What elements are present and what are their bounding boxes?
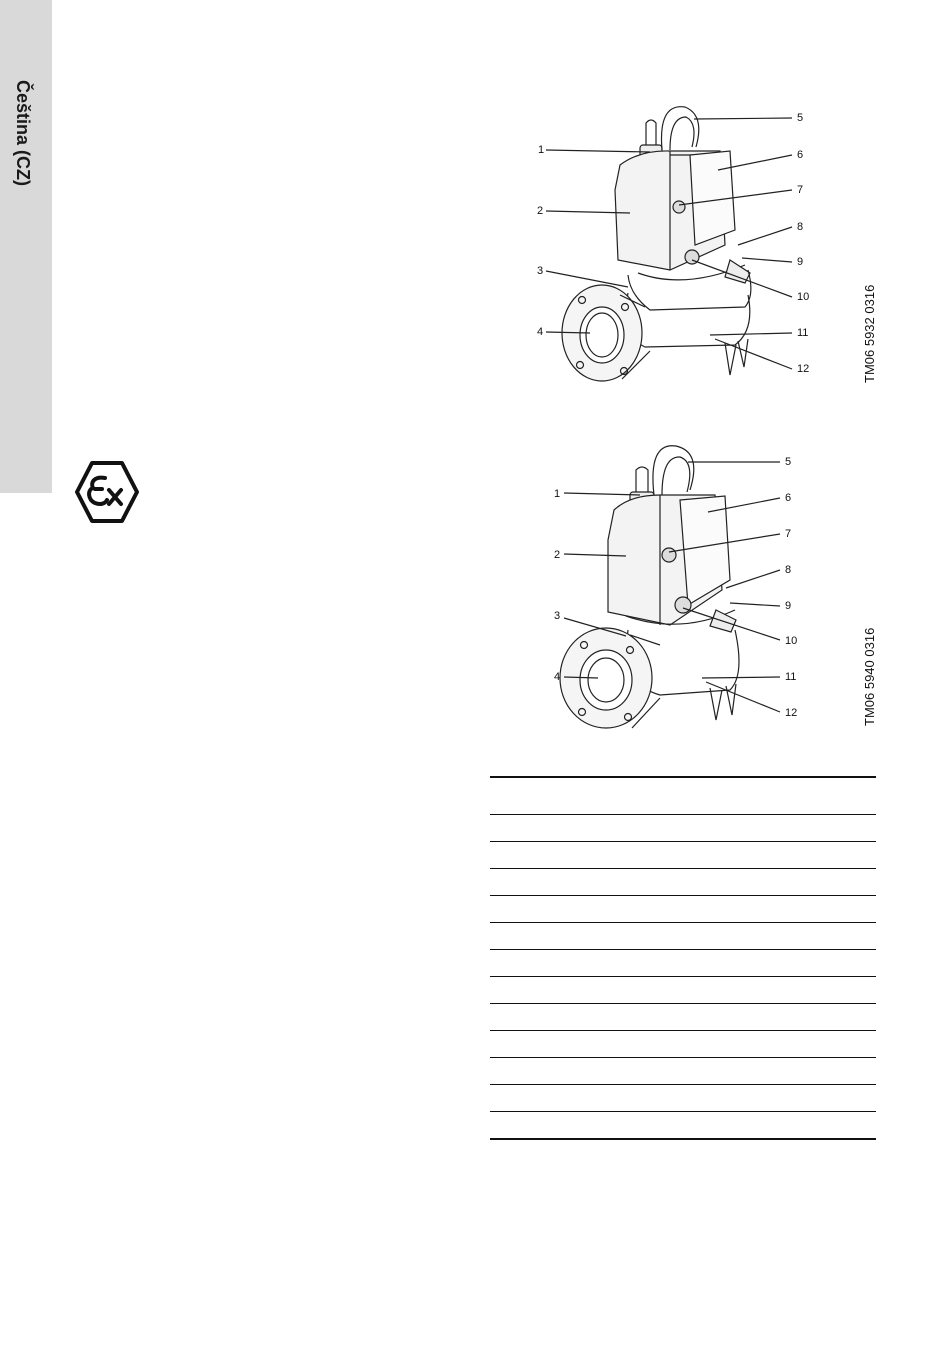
language-label: Čeština (CZ) bbox=[13, 80, 33, 187]
legend-table-row bbox=[490, 868, 876, 895]
callout-4: 4 bbox=[554, 671, 561, 683]
pump-drawing-1 bbox=[520, 95, 850, 395]
legend-table-row bbox=[490, 1084, 876, 1111]
callout-7: 7 bbox=[785, 528, 792, 540]
callout-3: 3 bbox=[537, 265, 544, 277]
legend-table-row bbox=[490, 895, 876, 922]
callout-6: 6 bbox=[797, 149, 804, 161]
callout-2: 2 bbox=[537, 205, 544, 217]
callout-11: 11 bbox=[785, 671, 797, 683]
legend-table-row bbox=[490, 814, 876, 841]
legend-table-header bbox=[490, 778, 876, 814]
legend-table bbox=[490, 776, 876, 1140]
callout-5: 5 bbox=[785, 456, 792, 468]
callout-9: 9 bbox=[785, 600, 792, 612]
callout-8: 8 bbox=[797, 221, 804, 233]
callout-9: 9 bbox=[797, 256, 804, 268]
legend-table-row bbox=[490, 1003, 876, 1030]
callout-4: 4 bbox=[537, 326, 544, 338]
pump-figure-2 bbox=[530, 440, 850, 740]
callout-12: 12 bbox=[797, 363, 810, 375]
callout-6: 6 bbox=[785, 492, 792, 504]
legend-table-row bbox=[490, 1057, 876, 1084]
language-side-tab bbox=[0, 0, 52, 493]
figure-id-1: TM06 5932 0316 bbox=[862, 284, 877, 383]
callout-10: 10 bbox=[785, 635, 798, 647]
figure-id-2: TM06 5940 0316 bbox=[862, 627, 877, 726]
legend-table-row bbox=[490, 922, 876, 949]
callout-3: 3 bbox=[554, 610, 561, 622]
legend-table-row bbox=[490, 976, 876, 1003]
callout-7: 7 bbox=[797, 184, 804, 196]
callout-12: 12 bbox=[785, 707, 798, 719]
callout-5: 5 bbox=[797, 112, 804, 124]
legend-table-row bbox=[490, 841, 876, 868]
legend-table-row bbox=[490, 1030, 876, 1057]
callout-10: 10 bbox=[797, 291, 810, 303]
legend-table-row bbox=[490, 1111, 876, 1138]
legend-table-row bbox=[490, 949, 876, 976]
ex-explosion-proof-icon bbox=[75, 460, 139, 524]
callout-1: 1 bbox=[538, 144, 545, 156]
callout-11: 11 bbox=[797, 327, 809, 339]
pump-figure-1 bbox=[520, 95, 850, 395]
callout-1: 1 bbox=[554, 488, 561, 500]
callout-2: 2 bbox=[554, 549, 561, 561]
pump-drawing-2 bbox=[530, 440, 850, 740]
callout-8: 8 bbox=[785, 564, 792, 576]
